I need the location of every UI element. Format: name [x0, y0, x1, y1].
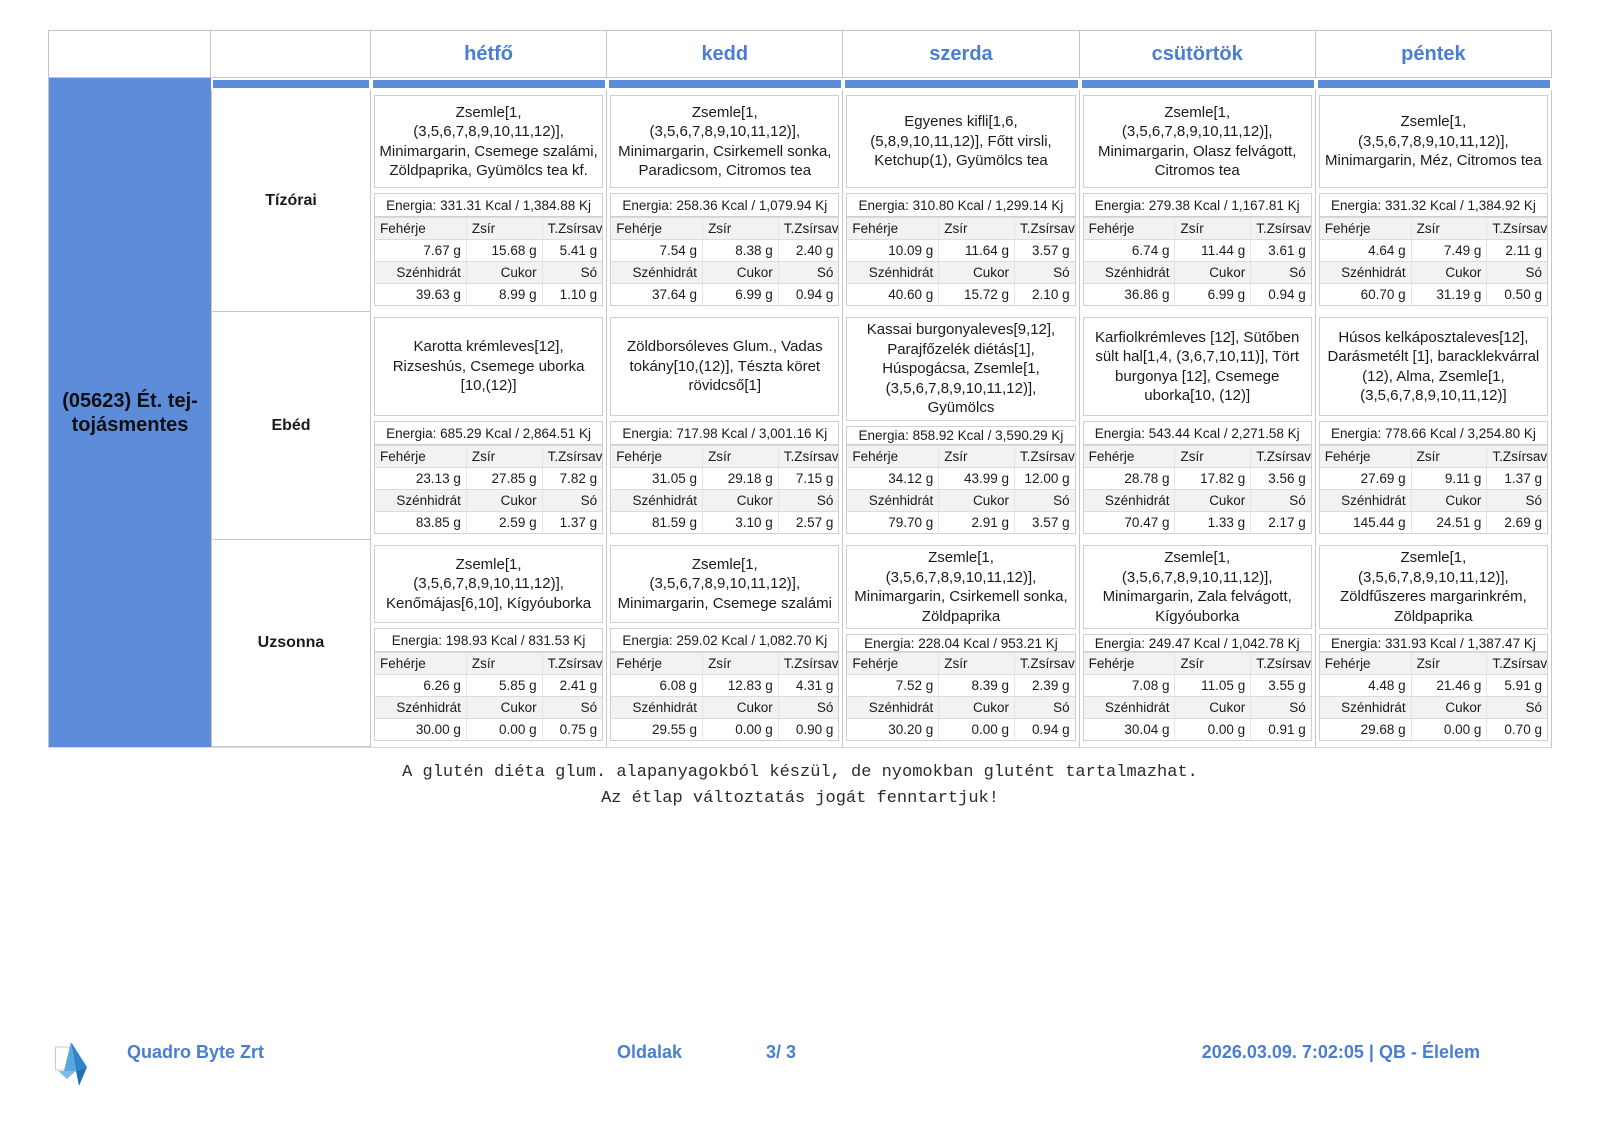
nutrient-value: 0.94 g [1014, 718, 1075, 740]
meal-type-label: Uzsonna [211, 540, 371, 747]
nutrient-value: 36.86 g [1084, 283, 1175, 305]
nutrient-header: T.Zsírsav [1014, 445, 1075, 467]
nutrient-header: Só [1486, 696, 1547, 718]
nutrient-header: Só [542, 696, 603, 718]
nutrient-value: 3.61 g [1250, 239, 1311, 261]
nutrient-value: 5.91 g [1486, 674, 1547, 696]
accent-bar [373, 80, 605, 88]
nutrient-value: 1.33 g [1174, 511, 1250, 533]
nutrient-value: 2.39 g [1014, 674, 1075, 696]
nutrient-header: Fehérje [1084, 217, 1175, 239]
nutrient-header: Só [1250, 696, 1311, 718]
nutrient-value: 145.44 g [1320, 511, 1411, 533]
nutrient-value: 8.99 g [466, 283, 542, 305]
energy-row: Energia: 778.66 Kcal / 3,254.80 Kj [1319, 421, 1548, 444]
meal-description: Zsemle[1, (3,5,6,7,8,9,10,11,12)], Minimargarin, Olasz felvágott, Citromos tea [1083, 95, 1312, 188]
day-header-pentek: péntek [1316, 30, 1552, 78]
nutrient-header: Cukor [466, 696, 542, 718]
accent-bar [1082, 80, 1314, 88]
meal-description: Karfiolkrémleves [12], Sütőben sült hal[1,4, (3,6,7,10,11)], Tört burgonya [12], Csemege uborka[10, (12)] [1083, 317, 1312, 416]
nutrient-header: Cukor [1174, 489, 1250, 511]
nutrient-value: 31.05 g [611, 467, 702, 489]
nutrient-table [374, 216, 603, 306]
energy-row: Energia: 249.47 Kcal / 1,042.78 Kj [1083, 634, 1312, 651]
nutrient-value: 6.99 g [1174, 283, 1250, 305]
nutrient-header: Só [542, 489, 603, 511]
nutrient-value: 3.57 g [1014, 239, 1075, 261]
nutrient-header: Zsír [466, 445, 542, 467]
nutrient-value: 27.85 g [466, 467, 542, 489]
nutrient-header: Só [1014, 261, 1075, 283]
meal-description: Zsemle[1, (3,5,6,7,8,9,10,11,12)], Minimargarin, Csemege szalámi, Zöldpaprika, Gyümölcs tea kf. [374, 95, 603, 188]
nutrient-value: 43.99 g [938, 467, 1014, 489]
energy-row: Energia: 858.92 Kcal / 3,590.29 Kj [846, 426, 1075, 445]
energy-row: Energia: 279.38 Kcal / 1,167.81 Kj [1083, 193, 1312, 216]
note-line-change: Az étlap változtatás jogát fenntartjuk! [601, 789, 999, 809]
nutrient-header: Zsír [1411, 217, 1487, 239]
nutrient-value: 11.44 g [1174, 239, 1250, 261]
accent-bar [213, 80, 369, 88]
nutrient-value: 2.69 g [1486, 511, 1547, 533]
meal-day-cell [607, 90, 843, 312]
nutrient-header: Zsír [1174, 217, 1250, 239]
energy-row: Energia: 310.80 Kcal / 1,299.14 Kj [846, 193, 1075, 216]
nutrient-value: 6.26 g [375, 674, 466, 696]
meal-day-cell [843, 540, 1079, 747]
nutrient-header: Fehérje [375, 217, 466, 239]
nutrient-header: Szénhidrát [1084, 489, 1175, 511]
nutrient-header: T.Zsírsav [1014, 652, 1075, 674]
meal-description: Zsemle[1, (3,5,6,7,8,9,10,11,12)], Minimargarin, Csirkemell sonka, Zöldpaprika [846, 545, 1075, 629]
nutrient-header: Szénhidrát [847, 696, 938, 718]
nutrient-header: T.Zsírsav [1486, 445, 1547, 467]
nutrient-value: 4.48 g [1320, 674, 1411, 696]
nutrient-header: Fehérje [1084, 652, 1175, 674]
nutrient-header: Fehérje [375, 445, 466, 467]
energy-row: Energia: 228.04 Kcal / 953.21 Kj [846, 634, 1075, 651]
nutrient-header: Só [778, 489, 839, 511]
nutrient-header: Fehérje [1084, 445, 1175, 467]
energy-row: Energia: 543.44 Kcal / 2,271.58 Kj [1083, 421, 1312, 444]
nutrient-value: 28.78 g [1084, 467, 1175, 489]
nutrient-header: T.Zsírsav [542, 445, 603, 467]
nutrient-header: Cukor [702, 489, 778, 511]
nutrient-value: 5.41 g [542, 239, 603, 261]
nutrient-header: Fehérje [611, 445, 702, 467]
nutrient-table [610, 651, 839, 741]
nutrient-table [1319, 444, 1548, 534]
corner-cell-diet [48, 30, 211, 78]
nutrient-header: Fehérje [847, 445, 938, 467]
nutrient-value: 17.82 g [1174, 467, 1250, 489]
meal-day-cell [1316, 312, 1552, 540]
day-header-hetfo: hétfő [371, 30, 607, 78]
nutrient-header: Szénhidrát [847, 261, 938, 283]
meal-day-cell [371, 90, 607, 312]
accent-bar [845, 80, 1077, 88]
nutrient-value: 7.08 g [1084, 674, 1175, 696]
nutrient-value: 15.72 g [938, 283, 1014, 305]
meal-subtable [1083, 90, 1312, 312]
nutrient-header: Zsír [1411, 652, 1487, 674]
meal-day-cell [371, 540, 607, 747]
nutrient-value: 40.60 g [847, 283, 938, 305]
nutrient-value: 9.11 g [1411, 467, 1487, 489]
weekly-menu-table [48, 30, 1552, 748]
meal-day-cell [1080, 312, 1316, 540]
nutrient-table [1083, 651, 1312, 741]
meal-description: Zsemle[1, (3,5,6,7,8,9,10,11,12)], Minimargarin, Csemege szalámi [610, 545, 839, 623]
meal-day-cell [843, 312, 1079, 540]
nutrient-header: Zsír [1174, 652, 1250, 674]
nutrient-header: Fehérje [1320, 652, 1411, 674]
nutrient-value: 30.20 g [847, 718, 938, 740]
nutrient-header: Szénhidrát [375, 261, 466, 283]
day-header-csutortok: csütörtök [1080, 30, 1316, 78]
nutrient-value: 31.19 g [1411, 283, 1487, 305]
nutrient-value: 0.00 g [938, 718, 1014, 740]
print-timestamp: 2026.03.09. 7:02:05 | QB - Élelem [1201, 1042, 1480, 1062]
nutrient-value: 0.00 g [702, 718, 778, 740]
meal-subtable [1319, 90, 1548, 312]
nutrient-value: 6.08 g [611, 674, 702, 696]
meal-description: Karotta krémleves[12], Rizseshús, Csemege uborka [10,(12)] [374, 317, 603, 416]
nutrient-header: Cukor [1411, 261, 1487, 283]
meal-type-label: Ebéd [211, 312, 371, 540]
nutrient-header: Só [778, 261, 839, 283]
nutrient-value: 0.50 g [1486, 283, 1547, 305]
nutrient-header: Fehérje [375, 652, 466, 674]
meal-day-cell [607, 312, 843, 540]
nutrient-value: 39.63 g [375, 283, 466, 305]
nutrient-header: Szénhidrát [611, 696, 702, 718]
day-header-kedd: kedd [607, 30, 843, 78]
nutrient-header: Szénhidrát [1084, 696, 1175, 718]
nutrient-header: Só [778, 696, 839, 718]
nutrient-header: Szénhidrát [1320, 489, 1411, 511]
nutrient-value: 1.10 g [542, 283, 603, 305]
nutrient-table [846, 651, 1075, 741]
nutrient-value: 29.18 g [702, 467, 778, 489]
meal-day-cell [371, 312, 607, 540]
nutrient-value: 6.74 g [1084, 239, 1175, 261]
meal-description: Kassai burgonyaleves[9,12], Parajfőzelék diétás[1], Húspogácsa, Zsemle[1, (3,5,6,7,8,9,10,11,12)], Gyümölcs [846, 317, 1075, 421]
meal-day-cell [1080, 540, 1316, 747]
nutrient-header: T.Zsírsav [1250, 445, 1311, 467]
footer-notes [0, 760, 1600, 813]
meal-day-cell [843, 90, 1079, 312]
page-number: 3/ 3 [766, 1042, 797, 1062]
meal-description: Zsemle[1, (3,5,6,7,8,9,10,11,12)], Minimargarin, Méz, Citromos tea [1319, 95, 1548, 188]
nutrient-value: 8.39 g [938, 674, 1014, 696]
nutrient-value: 11.05 g [1174, 674, 1250, 696]
meal-description: Zsemle[1, (3,5,6,7,8,9,10,11,12)], Zöldfűszeres margarinkrém, Zöldpaprika [1319, 545, 1548, 629]
nutrient-table [374, 651, 603, 741]
page-footer-bar [48, 1028, 1552, 1092]
nutrient-value: 60.70 g [1320, 283, 1411, 305]
nutrient-table [374, 444, 603, 534]
nutrient-header: Szénhidrát [1320, 261, 1411, 283]
nutrient-header: Cukor [938, 261, 1014, 283]
nutrient-header: Só [1014, 489, 1075, 511]
nutrient-header: Zsír [938, 652, 1014, 674]
nutrient-value: 3.55 g [1250, 674, 1311, 696]
nutrient-header: Zsír [466, 217, 542, 239]
meal-subtable [1083, 312, 1312, 540]
nutrient-value: 2.91 g [938, 511, 1014, 533]
nutrient-header: Szénhidrát [1084, 261, 1175, 283]
nutrient-header: Só [1014, 696, 1075, 718]
meal-description: Zsemle[1, (3,5,6,7,8,9,10,11,12)], Minimargarin, Csirkemell sonka, Paradicsom, Citromos tea [610, 95, 839, 188]
nutrient-value: 2.10 g [1014, 283, 1075, 305]
nutrient-value: 15.68 g [466, 239, 542, 261]
nutrient-value: 5.85 g [466, 674, 542, 696]
nutrient-value: 0.75 g [542, 718, 603, 740]
nutrient-value: 2.40 g [778, 239, 839, 261]
nutrient-header: Só [1486, 489, 1547, 511]
meal-day-cell [607, 540, 843, 747]
accent-bar [1318, 80, 1550, 88]
nutrient-value: 79.70 g [847, 511, 938, 533]
nutrient-value: 3.10 g [702, 511, 778, 533]
nutrient-value: 21.46 g [1411, 674, 1487, 696]
energy-row: Energia: 258.36 Kcal / 1,079.94 Kj [610, 193, 839, 216]
meal-subtable [610, 312, 839, 540]
nutrient-header: Cukor [702, 696, 778, 718]
nutrient-header: Zsír [702, 652, 778, 674]
nutrient-value: 2.41 g [542, 674, 603, 696]
meal-subtable [846, 312, 1075, 540]
nutrient-header: Fehérje [611, 217, 702, 239]
nutrient-header: T.Zsírsav [1014, 217, 1075, 239]
nutrient-header: Szénhidrát [375, 696, 466, 718]
nutrient-header: Só [542, 261, 603, 283]
nutrient-header: Cukor [466, 489, 542, 511]
nutrient-value: 7.54 g [611, 239, 702, 261]
nutrient-value: 12.00 g [1014, 467, 1075, 489]
energy-row: Energia: 717.98 Kcal / 3,001.16 Kj [610, 421, 839, 444]
nutrient-value: 0.00 g [1174, 718, 1250, 740]
nutrient-header: Zsír [702, 217, 778, 239]
nutrient-header: Só [1250, 489, 1311, 511]
meal-description: Egyenes kifli[1,6, (5,8,9,10,11,12)], Főtt virsli, Ketchup(1), Gyümölcs tea [846, 95, 1075, 188]
nutrient-header: Szénhidrát [375, 489, 466, 511]
nutrient-value: 30.04 g [1084, 718, 1175, 740]
nutrient-value: 12.83 g [702, 674, 778, 696]
nutrient-value: 23.13 g [375, 467, 466, 489]
nutrient-header: T.Zsírsav [542, 217, 603, 239]
energy-row: Energia: 331.32 Kcal / 1,384.92 Kj [1319, 193, 1548, 216]
nutrient-table [846, 444, 1075, 534]
nutrient-value: 1.37 g [542, 511, 603, 533]
nutrient-value: 7.15 g [778, 467, 839, 489]
nutrient-header: Fehérje [847, 217, 938, 239]
meal-subtable [374, 312, 603, 540]
nutrient-header: T.Zsírsav [1250, 652, 1311, 674]
nutrient-value: 3.57 g [1014, 511, 1075, 533]
nutrient-table [846, 216, 1075, 306]
energy-row: Energia: 331.93 Kcal / 1,387.47 Kj [1319, 634, 1548, 651]
nutrient-value: 34.12 g [847, 467, 938, 489]
nutrient-value: 1.37 g [1486, 467, 1547, 489]
nutrient-header: Szénhidrát [847, 489, 938, 511]
meal-subtable [1319, 312, 1548, 540]
nutrient-value: 2.59 g [466, 511, 542, 533]
nutrient-header: Zsír [938, 217, 1014, 239]
corner-cell-meal [211, 30, 371, 78]
nutrient-value: 4.64 g [1320, 239, 1411, 261]
nutrient-header: T.Zsírsav [778, 445, 839, 467]
meal-description: Húsos kelkáposztaleves[12], Darásmetélt [1], baracklekvárral (12), Alma, Zsemle[1, (3,5,6,7,8,9,10,11,12)] [1319, 317, 1548, 416]
meal-description: Zsemle[1, (3,5,6,7,8,9,10,11,12)], Minimargarin, Zala felvágott, Kígyóuborka [1083, 545, 1312, 629]
nutrient-header: Szénhidrát [1320, 696, 1411, 718]
nutrient-header: Zsír [1411, 445, 1487, 467]
nutrient-value: 2.17 g [1250, 511, 1311, 533]
nutrient-header: T.Zsírsav [542, 652, 603, 674]
nutrient-value: 0.70 g [1486, 718, 1547, 740]
nutrient-header: Fehérje [1320, 217, 1411, 239]
nutrient-table [610, 444, 839, 534]
meal-subtable [846, 90, 1075, 312]
nutrient-header: T.Zsírsav [1486, 217, 1547, 239]
meal-subtable [374, 540, 603, 747]
nutrient-header: Só [1250, 261, 1311, 283]
nutrient-value: 8.38 g [702, 239, 778, 261]
nutrient-value: 81.59 g [611, 511, 702, 533]
nutrient-header: Zsír [938, 445, 1014, 467]
meal-day-cell [1316, 90, 1552, 312]
nutrient-header: Szénhidrát [611, 261, 702, 283]
nutrient-value: 0.00 g [466, 718, 542, 740]
nutrient-table [1083, 444, 1312, 534]
nutrient-value: 37.64 g [611, 283, 702, 305]
accent-bar [609, 80, 841, 88]
nutrient-header: Fehérje [847, 652, 938, 674]
nutrient-header: T.Zsírsav [778, 217, 839, 239]
quadro-byte-logo [54, 1032, 94, 1088]
meal-day-cell [1316, 540, 1552, 747]
nutrient-value: 7.52 g [847, 674, 938, 696]
nutrient-table [1319, 216, 1548, 306]
nutrient-header: Zsír [466, 652, 542, 674]
nutrient-header: T.Zsírsav [1486, 652, 1547, 674]
nutrient-header: T.Zsírsav [1250, 217, 1311, 239]
nutrient-value: 7.67 g [375, 239, 466, 261]
nutrient-value: 10.09 g [847, 239, 938, 261]
nutrient-header: Cukor [1174, 261, 1250, 283]
nutrient-value: 0.94 g [778, 283, 839, 305]
energy-row: Energia: 259.02 Kcal / 1,082.70 Kj [610, 628, 839, 651]
meal-subtable [374, 90, 603, 312]
nutrient-value: 70.47 g [1084, 511, 1175, 533]
nutrient-header: Cukor [938, 489, 1014, 511]
nutrient-value: 4.31 g [778, 674, 839, 696]
meal-subtable [610, 90, 839, 312]
energy-row: Energia: 198.93 Kcal / 831.53 Kj [374, 628, 603, 651]
nutrient-value: 0.94 g [1250, 283, 1311, 305]
meal-subtable [1083, 540, 1312, 747]
nutrient-value: 29.68 g [1320, 718, 1411, 740]
nutrient-value: 24.51 g [1411, 511, 1487, 533]
nutrient-header: Cukor [938, 696, 1014, 718]
nutrient-header: Cukor [466, 261, 542, 283]
nutrient-value: 7.49 g [1411, 239, 1487, 261]
nutrient-table [1319, 651, 1548, 741]
nutrient-value: 3.56 g [1250, 467, 1311, 489]
nutrient-header: Só [1486, 261, 1547, 283]
meal-subtable [1319, 540, 1548, 747]
meal-type-label: Tízórai [211, 90, 371, 312]
nutrient-value: 2.11 g [1486, 239, 1547, 261]
nutrient-value: 7.82 g [542, 467, 603, 489]
energy-row: Energia: 331.31 Kcal / 1,384.88 Kj [374, 193, 603, 216]
nutrient-header: T.Zsírsav [778, 652, 839, 674]
nutrient-header: Zsír [1174, 445, 1250, 467]
nutrient-value: 6.99 g [702, 283, 778, 305]
nutrient-header: Cukor [1174, 696, 1250, 718]
meal-subtable [610, 540, 839, 747]
nutrient-header: Cukor [1411, 696, 1487, 718]
nutrient-header: Fehérje [1320, 445, 1411, 467]
day-header-szerda: szerda [843, 30, 1079, 78]
nutrient-header: Cukor [702, 261, 778, 283]
nutrient-value: 0.00 g [1411, 718, 1487, 740]
meal-description: Zöldborsóleves Glum., Vadas tokány[10,(12)], Tészta köret rövidcső[1] [610, 317, 839, 416]
company-name: Quadro Byte Zrt [127, 1042, 265, 1062]
diet-name-cell: (05623) Ét. tej-tojásmentes [48, 78, 211, 747]
note-line-gluten: A glutén diéta glum. alapanyagokból készül, de nyomokban glutént tartalmazhat. [402, 763, 1198, 782]
energy-row: Energia: 685.29 Kcal / 2,864.51 Kj [374, 421, 603, 444]
nutrient-value: 30.00 g [375, 718, 466, 740]
meal-day-cell [1080, 90, 1316, 312]
nutrient-value: 11.64 g [938, 239, 1014, 261]
nutrient-value: 0.90 g [778, 718, 839, 740]
meal-description: Zsemle[1, (3,5,6,7,8,9,10,11,12)], Kenőmájas[6,10], Kígyóuborka [374, 545, 603, 623]
nutrient-header: Fehérje [611, 652, 702, 674]
nutrient-value: 29.55 g [611, 718, 702, 740]
nutrient-header: Zsír [702, 445, 778, 467]
nutrient-value: 0.91 g [1250, 718, 1311, 740]
nutrient-table [610, 216, 839, 306]
pages-label: Oldalak [617, 1042, 683, 1062]
nutrient-header: Szénhidrát [611, 489, 702, 511]
nutrient-header: Cukor [1411, 489, 1487, 511]
meal-subtable [846, 540, 1075, 747]
nutrient-value: 27.69 g [1320, 467, 1411, 489]
nutrient-value: 83.85 g [375, 511, 466, 533]
nutrient-value: 2.57 g [778, 511, 839, 533]
nutrient-table [1083, 216, 1312, 306]
